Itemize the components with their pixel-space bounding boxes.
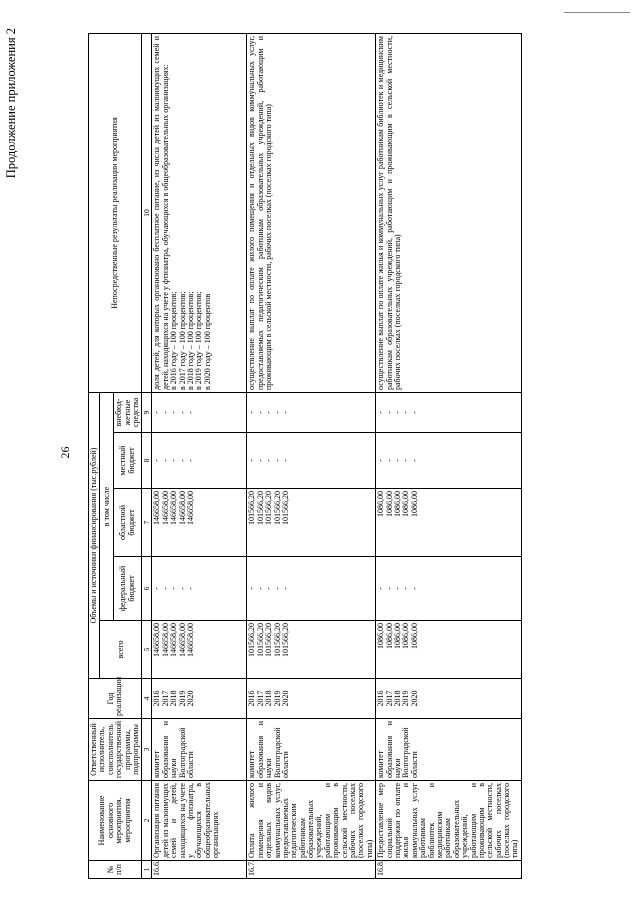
- extrabudget-cell: - - - - -: [247, 393, 376, 433]
- header-year: Год реализации: [89, 679, 142, 719]
- col-number: 8: [142, 433, 152, 489]
- years-cell: 2016 2017 2018 2019 2020: [152, 679, 247, 719]
- header-extrabudget: внебюд-жетные средства: [114, 393, 142, 433]
- federal-cell: - - - - -: [247, 557, 376, 621]
- activity-name: Оплата жилого помещения и отдельных видов коммунальных услуг, предоставляемых педагогическим работникам образовательных учреждений, работающим и проживающим в сельской местности, рабочих поселках (поселках городского типа): [247, 781, 376, 861]
- responsible-executor: комитет образования и науки Волгоградской области: [247, 719, 376, 781]
- row-number: 16.7.: [247, 861, 376, 879]
- local-cell: - - - - -: [152, 433, 247, 489]
- regional-cell: 146658,00 146658,00 146658,00 146658,00 146658,00: [152, 489, 247, 557]
- extrabudget-cell: - - - - -: [152, 393, 247, 433]
- activity-name: Организация питания детей из малоимущих семей и детей, находящихся на учете у фтизиатра, обучающихся в общеобразовательных организациях: [152, 781, 247, 861]
- responsible-executor: комитет образования и науки Волгоградской области: [376, 719, 522, 781]
- header-including: в том числе: [100, 393, 114, 621]
- federal-cell: - - - - -: [152, 557, 247, 621]
- years-cell: 2016 2017 2018 2019 2020: [376, 679, 522, 719]
- col-number: 6: [142, 557, 152, 621]
- local-cell: - - - - -: [376, 433, 522, 489]
- header-total: всего: [100, 621, 142, 679]
- page-number: 26: [58, 446, 72, 459]
- col-number: 9: [142, 393, 152, 433]
- table-row: [247, 34, 376, 879]
- header-responsible: Ответственный исполнитель, соисполнитель государственной программы, подпрограммы: [89, 719, 142, 781]
- result-cell: осуществление выплат по оплате жилого помещения и отдельных видов коммунальных услуг, предоставляемых педагогическим работникам образовательных учреждений, работающим и проживающим в сельской местности, рабочих поселках (поселках городского типа): [247, 34, 376, 393]
- program-table: [88, 33, 522, 879]
- table-row: [376, 34, 522, 879]
- extrabudget-cell: - - - - -: [376, 393, 522, 433]
- header-results: Непосредственные результаты реализации мероприятия: [89, 34, 142, 393]
- table-row: [152, 34, 247, 879]
- continuation-label: Продолжение приложения 2: [4, 28, 18, 179]
- row-number: 16.6.: [152, 861, 247, 879]
- local-cell: - - - - -: [247, 433, 376, 489]
- col-number: 7: [142, 489, 152, 557]
- col-number: 4: [142, 679, 152, 719]
- col-number: 3: [142, 719, 152, 781]
- header-name: Наименование основного мероприятия, мероприятия: [89, 781, 142, 861]
- activity-name: Предоставление мер социальной поддержки по оплате жилья и коммунальных услуг работникам библиотек и медицинским работникам образовательных учреждений, работающим и проживающим в сельской местности, рабочих поселках (поселках городского типа): [376, 781, 522, 861]
- total-cell: 101566,20 101566,20 101566,20 101566,20 101566,20: [247, 621, 376, 679]
- result-cell: доля детей, для которых организовано бесплатное питание, из числа детей из малоимущих семей и детей, находящихся на учете у фтизиатра, обучающихся в общеобразовательных организациях: в 2016 году – 100 процентов; в 2017 году – 100 процентов; в 2018 году – 100 процентов; в 2019 году – 100 процентов; в 2020 году – 100 процентов: [152, 34, 247, 393]
- total-cell: 1086,00 1086,00 1086,00 1086,00 1086,00: [376, 621, 522, 679]
- header-no: № п/п: [89, 861, 142, 879]
- header-local: местный бюджет: [114, 433, 142, 489]
- row-number: 16.8.: [376, 861, 522, 879]
- regional-cell: 1086,00 1086,00 1086,00 1086,00 1086,00: [376, 489, 522, 557]
- header-federal: федеральный бюджет: [114, 557, 142, 621]
- col-number: 1: [142, 861, 152, 879]
- federal-cell: - - - - -: [376, 557, 522, 621]
- header-volumes: Объемы и источники финансирования (тыс.рублей): [89, 393, 100, 679]
- col-number: 5: [142, 621, 152, 679]
- responsible-executor: комитет образования и науки Волгоградской области: [152, 719, 247, 781]
- header-regional: областной бюджет: [114, 489, 142, 557]
- regional-cell: 101566,20 101566,20 101566,20 101566,20 101566,20: [247, 489, 376, 557]
- result-cell: осуществление выплат по оплате жилья и коммунальных услуг работникам библиотек и медицинским работникам образовательных учреждений, работающим и проживающим в сельской местности, рабочих поселках (поселках городского типа): [376, 34, 522, 393]
- total-cell: 146658,00 146658,00 146658,00 146658,00 146658,00: [152, 621, 247, 679]
- years-cell: 2016 2017 2018 2019 2020: [247, 679, 376, 719]
- col-number: 10: [142, 34, 152, 393]
- col-number: 2: [142, 781, 152, 861]
